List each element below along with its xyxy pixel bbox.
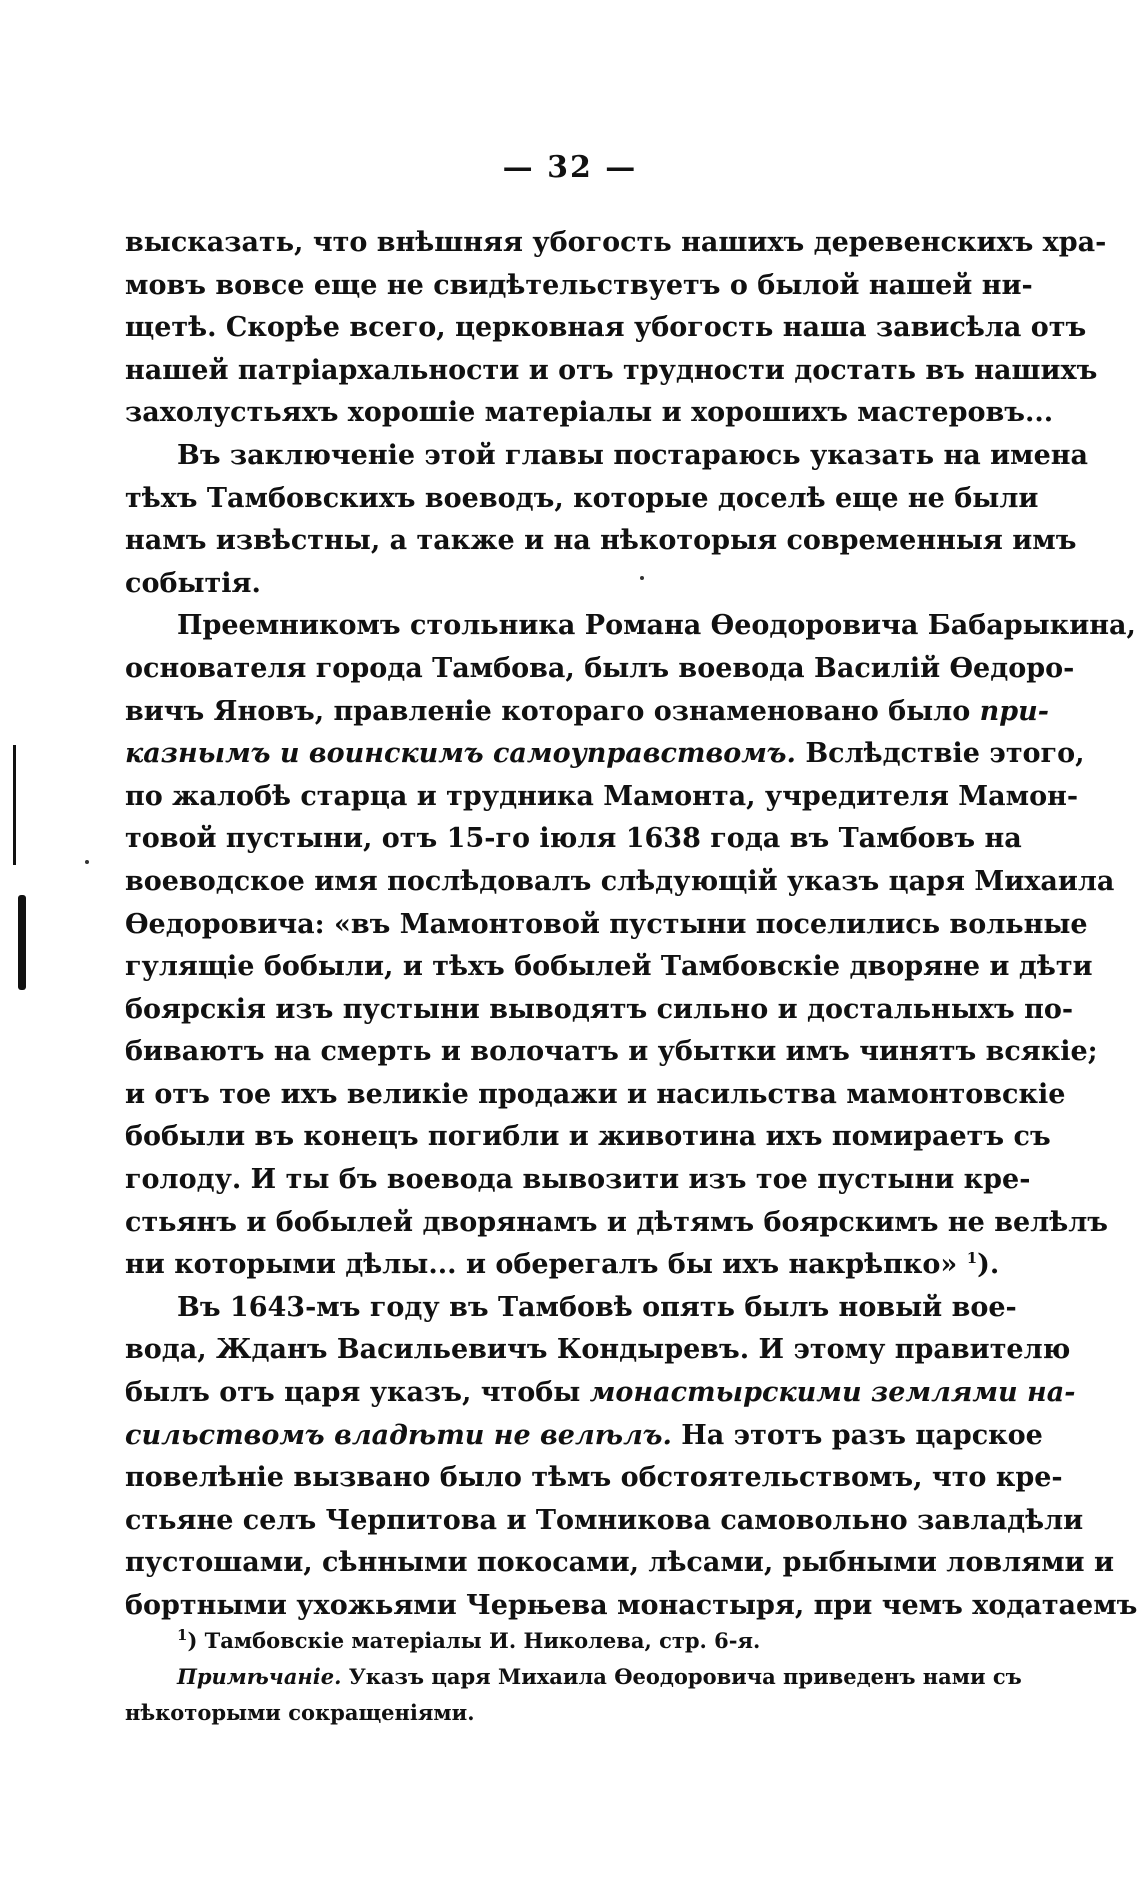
text-run: боярскія изъ пустыни выводятъ сильно и достальныхъ по- bbox=[125, 993, 1074, 1025]
text-line bbox=[125, 1500, 1084, 1543]
text-run: стьяне селъ Черпитова и Томникова самовольно завладѣли bbox=[125, 1504, 1084, 1536]
text-line bbox=[125, 1415, 1043, 1458]
text-line bbox=[125, 776, 1079, 819]
text-line bbox=[125, 1542, 1114, 1585]
text-line bbox=[125, 989, 1074, 1032]
text-run: основателя города Тамбова, былъ воевода Василій Ѳедоро- bbox=[125, 652, 1075, 684]
italic-run: при- bbox=[979, 695, 1049, 727]
margin-bracket-mark bbox=[18, 895, 26, 990]
footnote-marker: 1 bbox=[966, 1249, 978, 1268]
footnotes bbox=[125, 1623, 1022, 1731]
text-line bbox=[125, 1287, 1017, 1330]
text-run: нѣкоторыми сокращеніями. bbox=[125, 1700, 475, 1725]
text-run: ) Тамбовскіе матеріалы И. Николева, стр. 6-я. bbox=[187, 1628, 761, 1653]
text-line bbox=[125, 435, 1089, 478]
text-line bbox=[125, 520, 1077, 563]
text-line bbox=[125, 1457, 1063, 1500]
text-line bbox=[125, 605, 1136, 648]
text-line bbox=[125, 1244, 1000, 1287]
text-line bbox=[125, 307, 1087, 350]
margin-dot bbox=[640, 576, 644, 580]
text-run: тѣхъ Тамбовскихъ воеводъ, которые доселѣ еще не были bbox=[125, 482, 1039, 514]
text-line bbox=[125, 350, 1098, 393]
text-line bbox=[125, 904, 1088, 947]
text-run: нашей патріархальности и отъ трудности достать въ нашихъ bbox=[125, 354, 1098, 386]
text-run: вичъ Яновъ, правленіе котораго ознаменовано было bbox=[125, 695, 980, 727]
text-run: товой пустыни, отъ 15-го іюля 1638 года въ Тамбовъ на bbox=[125, 823, 1022, 855]
text-run: воеводское имя послѣдовалъ слѣдующій указъ царя Михаила bbox=[125, 865, 1115, 897]
page-number: — 32 — bbox=[502, 150, 638, 185]
text-run: ). bbox=[977, 1249, 1000, 1281]
text-run: На этотъ разъ царское bbox=[671, 1419, 1043, 1451]
text-line bbox=[125, 1372, 1076, 1415]
text-run: ни которыми дѣлы... и оберегалъ бы ихъ накрѣпко» bbox=[125, 1249, 967, 1281]
text-line bbox=[125, 1074, 1066, 1117]
text-run: Указъ царя Михаила Ѳеодоровича приведенъ нами съ bbox=[341, 1664, 1022, 1689]
text-run: и отъ тое ихъ великіе продажи и насильства мамонтовскіе bbox=[125, 1078, 1066, 1110]
text-line bbox=[125, 1329, 1071, 1372]
italic-run: казнымъ и воинскимъ самоуправствомъ. bbox=[125, 738, 796, 770]
italic-run: Примѣчаніе. bbox=[177, 1664, 342, 1689]
text-line bbox=[125, 478, 1039, 521]
text-run: Въ заключеніе этой главы постараюсь указать на имена bbox=[177, 439, 1089, 471]
text-run: Въ 1643-мъ году въ Тамбовѣ опять былъ новый вое- bbox=[177, 1291, 1017, 1323]
text-line bbox=[125, 1585, 1138, 1628]
text-run: стьянъ и бобылей дворянамъ и дѣтямъ боярскимъ не велѣлъ bbox=[125, 1206, 1108, 1238]
text-run: захолустьяхъ хорошіе матеріалы и хорошихъ мастеровъ... bbox=[125, 397, 1054, 429]
text-run: биваютъ на смерть и волочатъ и убытки имъ чинятъ всякіе; bbox=[125, 1036, 1098, 1068]
margin-line-mark bbox=[13, 745, 16, 865]
text-run: Вслѣдствіе этого, bbox=[795, 738, 1085, 770]
main-text bbox=[125, 222, 1138, 1628]
text-run: былъ отъ царя указъ, чтобы bbox=[125, 1377, 590, 1409]
footnote-line bbox=[125, 1659, 1022, 1695]
text-line bbox=[125, 1031, 1098, 1074]
text-run: гулящіе бобыли, и тѣхъ бобылей Тамбовскіе дворяне и дѣти bbox=[125, 951, 1093, 983]
text-line bbox=[125, 733, 1085, 776]
text-line bbox=[125, 1159, 1031, 1202]
footnote-line bbox=[125, 1695, 985, 1731]
text-run: щетѣ. Скорѣе всего, церковная убогость наша зависѣла отъ bbox=[125, 312, 1087, 344]
text-run: пустошами, сѣнными покосами, лѣсами, рыбными ловлями и bbox=[125, 1547, 1114, 1579]
text-line bbox=[125, 563, 985, 606]
text-line bbox=[125, 691, 1049, 734]
text-line bbox=[125, 818, 1022, 861]
text-line bbox=[125, 1116, 1051, 1159]
text-run: высказать, что внѣшняя убогость нашихъ деревенскихъ хра- bbox=[125, 227, 1107, 258]
text-run: намъ извѣстны, а также и на нѣкоторыя современныя имъ bbox=[125, 525, 1077, 557]
text-run: по жалобѣ старца и трудника Мамонта, учредителя Мамон- bbox=[125, 780, 1079, 812]
footnote-line bbox=[125, 1623, 985, 1659]
margin-dot bbox=[85, 860, 89, 864]
text-run: Преемникомъ стольника Романа Ѳеодоровича Бабарыкина, bbox=[177, 610, 1136, 642]
text-run: Ѳедоровича: «въ Мамонтовой пустыни поселились вольные bbox=[125, 908, 1088, 940]
text-line bbox=[125, 946, 1093, 989]
italic-run: монастырскими землями на- bbox=[589, 1377, 1076, 1409]
text-line bbox=[125, 861, 1115, 904]
italic-run: сильствомъ владѣти не велѣлъ. bbox=[125, 1419, 672, 1451]
text-line bbox=[125, 648, 1075, 691]
text-run: мовъ вовсе еще не свидѣтельствуетъ о былой нашей ни- bbox=[125, 269, 1033, 301]
text-line bbox=[125, 222, 1107, 265]
text-line bbox=[125, 1202, 1108, 1245]
footnote-marker: 1 bbox=[177, 1626, 188, 1644]
text-run: бобыли въ конецъ погибли и животина ихъ помираетъ съ bbox=[125, 1121, 1051, 1153]
text-line bbox=[125, 265, 1033, 308]
text-line bbox=[125, 392, 1054, 435]
text-run: вода, Жданъ Васильевичъ Кондыревъ. И этому правителю bbox=[125, 1334, 1071, 1366]
text-run: бортными ухожьями Черњева монастыря, при чемъ ходатаемъ bbox=[125, 1590, 1138, 1621]
text-run: событія. bbox=[125, 567, 261, 599]
text-run: повелѣніе вызвано было тѣмъ обстоятельствомъ, что кре- bbox=[125, 1462, 1063, 1494]
text-run: голоду. И ты бъ воевода вывозити изъ тое пустыни кре- bbox=[125, 1164, 1031, 1196]
